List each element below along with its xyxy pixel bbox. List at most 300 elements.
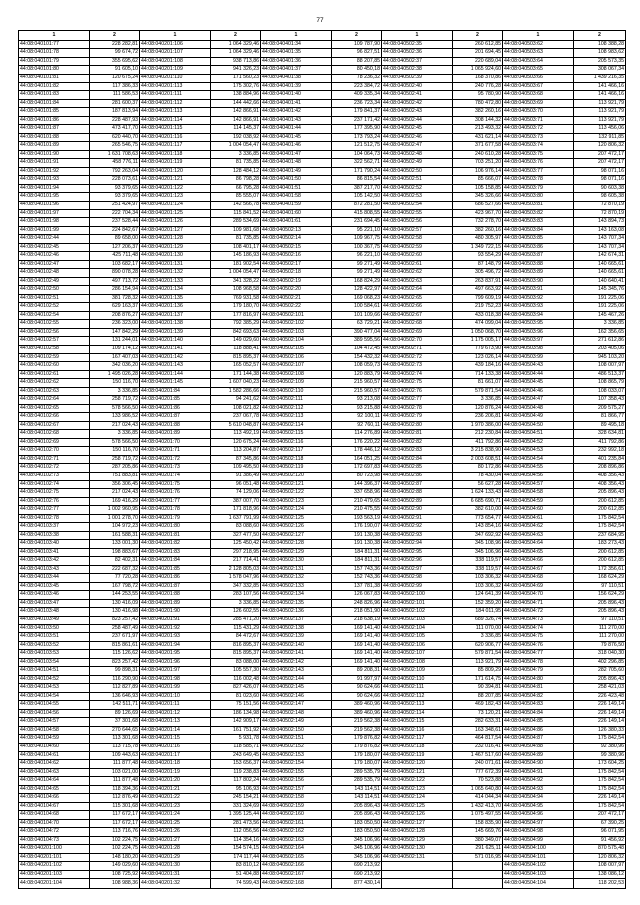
cadastral-value-cell: 191 225,06 xyxy=(574,294,626,302)
cadastral-value-cell: 87 148,79 xyxy=(453,260,503,268)
cadastral-value-cell: 231 694,45 xyxy=(332,218,382,226)
table-row xyxy=(19,49,626,57)
cadastral-number-cell: 44:08:040103:48 xyxy=(19,608,90,616)
cadastral-value-cell: 226 149,14 xyxy=(574,794,626,802)
cadastral-value-cell: 111 270,00 xyxy=(574,624,626,632)
cadastral-value-cell: 105 158,85 xyxy=(453,184,503,192)
cadastral-value-cell: 815 895,37 xyxy=(211,353,261,361)
cadastral-number-cell: 44:08:040401:35 xyxy=(261,49,332,57)
cadastral-value-cell: 172 697,83 xyxy=(332,464,382,472)
cadastral-number-cell: 44:08:040502:131 xyxy=(261,565,332,573)
cadastral-number-cell: 44:08:040101:85 xyxy=(19,108,90,116)
cadastral-number-cell: 44:08:040502:146 xyxy=(261,692,332,700)
table-row xyxy=(19,650,626,658)
table-row xyxy=(19,311,626,319)
table-row xyxy=(19,836,626,844)
cadastral-value-cell: 265 546,75 xyxy=(90,142,140,150)
cadastral-number-cell: 44:08:040504:93 xyxy=(503,785,574,793)
cadastral-value-cell: 228 073,61 xyxy=(90,176,140,184)
cadastral-number-cell: 44:08:040201:136 xyxy=(140,303,211,311)
cadastral-number-cell: 44:08:040201:12 xyxy=(140,709,211,717)
cadastral-value-cell: 215 960,57 xyxy=(332,387,382,395)
cadastral-number-cell: 44:08:040502:138 xyxy=(261,624,332,632)
cadastral-number-cell: 44:08:040504:64 xyxy=(503,540,574,548)
cadastral-number-cell: 44:08:040103:50 xyxy=(19,624,90,632)
cadastral-value-cell: 780 472,80 xyxy=(453,99,503,107)
cadastral-value-cell: 88 207,85 xyxy=(453,692,503,700)
cadastral-value-cell: 179 876,82 xyxy=(332,735,382,743)
cadastral-number-cell: 44:08:040201:89 xyxy=(140,430,211,438)
cadastral-number-cell: 44:08:040201:131 xyxy=(140,260,211,268)
cadastral-value-cell: 285 471,20 xyxy=(211,616,261,624)
cadastral-number-cell: 44:08:040201:31 xyxy=(140,870,211,878)
cadastral-number-cell: 44:08:040502:62 xyxy=(382,269,453,277)
cadastral-number-cell: 44:08:040201:88 xyxy=(140,421,211,429)
cadastral-value-cell: 143 707,34 xyxy=(574,243,626,251)
cadastral-number-cell: 44:08:040201:134 xyxy=(140,286,211,294)
cadastral-number-cell: 44:08:040201:93 xyxy=(140,633,211,641)
cadastral-value-cell: 175 302,76 xyxy=(211,82,261,90)
cadastral-number-cell: 44:08:040201:129 xyxy=(140,243,211,251)
cadastral-number-cell: 44:08:040201:139 xyxy=(140,328,211,336)
cadastral-number-cell: 44:08:040502:53 xyxy=(382,193,453,201)
cadastral-number-cell: 44:08:040502:109 xyxy=(382,667,453,675)
cadastral-value-cell: 389 595,56 xyxy=(332,337,382,345)
cadastral-value-cell: 6 685 690,71 xyxy=(453,497,503,505)
cadastral-number-cell: 44:08:040201:130 xyxy=(140,252,211,260)
cadastral-number-cell: 44:08:040101:95 xyxy=(19,193,90,201)
column-header: 1 xyxy=(382,31,453,41)
cadastral-number-cell: 44:08:040504:75 xyxy=(503,633,574,641)
cadastral-number-cell: 44:08:040502:116 xyxy=(382,726,453,734)
cadastral-number-cell: 44:08:040201:86 xyxy=(140,574,211,582)
cadastral-value-cell: 80 450,18 xyxy=(332,66,382,74)
cadastral-value-cell: 251 424,97 xyxy=(90,201,140,209)
table-row xyxy=(19,184,626,192)
cadastral-number-cell: 44:08:040502:63 xyxy=(382,277,453,285)
cadastral-number-cell: 44:08:040502:153 xyxy=(261,752,332,760)
cadastral-number-cell: 44:08:040502:101 xyxy=(261,311,332,319)
cadastral-value-cell: 164 051,25 xyxy=(332,455,382,463)
cadastral-number-cell: 44:08:040502:165 xyxy=(261,853,332,861)
cadastral-number-cell: 44:08:040503:93 xyxy=(503,303,574,311)
cadastral-value-cell: 823 257,42 xyxy=(90,658,140,666)
cadastral-value-cell: 200 612,85 xyxy=(574,557,626,565)
cadastral-value-cell: 382 260,16 xyxy=(453,226,503,234)
cadastral-number-cell: 44:08:040504:60 xyxy=(503,506,574,514)
cadastral-number-cell: 44:08:040504:103 xyxy=(503,870,574,878)
cadastral-number-cell: 44:08:040502:88 xyxy=(382,489,453,497)
cadastral-value-cell: 113 492,19 xyxy=(211,430,261,438)
cadastral-number-cell: 44:08:040502:140 xyxy=(261,641,332,649)
cadastral-number-cell: 44:08:040401:46 xyxy=(261,142,332,150)
cadastral-value-cell: 81 735,85 xyxy=(211,159,261,167)
cadastral-value-cell: 179 180,07 xyxy=(332,752,382,760)
cadastral-value-cell: 105 142,50 xyxy=(332,193,382,201)
table-row xyxy=(19,743,626,751)
cadastral-number-cell: 44:08:040201:86 xyxy=(140,404,211,412)
cadastral-number-cell: 44:08:040201:27 xyxy=(140,836,211,844)
cadastral-number-cell: 44:08:040201:14 xyxy=(140,726,211,734)
cadastral-number-cell: 44:08:040201:112 xyxy=(140,99,211,107)
cadastral-number-cell: 44:08:040504:76 xyxy=(503,641,574,649)
cadastral-value-cell: 150 116,70 xyxy=(90,379,140,387)
cadastral-value-cell xyxy=(453,879,503,889)
cadastral-value-cell: 3 336,85 xyxy=(90,430,140,438)
cadastral-number-cell: 44:08:040504:67 xyxy=(503,565,574,573)
cadastral-number-cell: 44:08:040502:105 xyxy=(382,633,453,641)
cadastral-value-cell: 118 394,36 xyxy=(90,785,140,793)
cadastral-number-cell: 44:08:040502:136 xyxy=(261,608,332,616)
cadastral-value-cell: 228 487,93 xyxy=(90,116,140,124)
cadastral-value-cell: 260 612,85 xyxy=(453,40,503,48)
cadastral-number-cell: 44:08:040502:131 xyxy=(382,853,453,861)
table-row xyxy=(19,548,626,556)
cadastral-number-cell: 44:08:040503:80 xyxy=(503,193,574,201)
table-row xyxy=(19,752,626,760)
cadastral-value-cell: 113 921,79 xyxy=(574,99,626,107)
cadastral-value-cell: 169 141,40 xyxy=(332,641,382,649)
cadastral-number-cell: 44:08:040502:123 xyxy=(261,497,332,505)
cadastral-number-cell: 44:08:040502:21 xyxy=(261,294,332,302)
cadastral-number-cell: 44:08:040502:152 xyxy=(261,743,332,751)
cadastral-value-cell: 1 624 133,43 xyxy=(453,489,503,497)
cadastral-number-cell: 44:08:040401:43 xyxy=(261,116,332,124)
cadastral-value-cell: 236 723,34 xyxy=(332,99,382,107)
cadastral-number-cell: 44:08:040104:53 xyxy=(19,684,90,692)
cadastral-number-cell: 44:08:040504:86 xyxy=(503,726,574,734)
cadastral-value-cell: 217 714,41 xyxy=(211,557,261,565)
cadastral-number-cell: 44:08:040102:76 xyxy=(19,497,90,505)
cadastral-number-cell: 44:08:040102:71 xyxy=(19,455,90,463)
cadastral-number-cell: 44:08:040201:10 xyxy=(140,692,211,700)
cadastral-value-cell: 154 574,15 xyxy=(211,845,261,853)
table-row xyxy=(19,133,626,141)
cadastral-number-cell: 44:08:040504:96 xyxy=(503,811,574,819)
cadastral-number-cell: 44:08:040504:59 xyxy=(503,497,574,505)
cadastral-value-cell: 281 473,56 xyxy=(211,819,261,827)
cadastral-value-cell: 171 144,38 xyxy=(211,370,261,378)
cadastral-number-cell: 44:08:040502:124 xyxy=(261,506,332,514)
cadastral-number-cell: 44:08:040502:19 xyxy=(261,277,332,285)
table-row xyxy=(19,438,626,446)
column-header: 2 xyxy=(453,31,503,41)
cadastral-number-cell: 44:08:040101:83 xyxy=(19,91,90,99)
cadastral-value-cell: 96 221,10 xyxy=(332,252,382,260)
cadastral-value-cell: 258 719,72 xyxy=(90,455,140,463)
cadastral-value-cell: 271 612,86 xyxy=(574,337,626,345)
cadastral-value-cell: 620 440,70 xyxy=(90,133,140,141)
cadastral-value-cell: 1 439 216,35 xyxy=(574,74,626,82)
table-row xyxy=(19,353,626,361)
table-row xyxy=(19,99,626,107)
table-row xyxy=(19,760,626,768)
cadastral-value-cell: 387 217,70 xyxy=(332,184,382,192)
cadastral-number-cell: 44:08:040102:56 xyxy=(19,328,90,336)
cadastral-value-cell: 125 450,42 xyxy=(211,540,261,548)
cadastral-value-cell: 237 528,44 xyxy=(90,218,140,226)
cadastral-number-cell: 44:08:040502:114 xyxy=(382,709,453,717)
cadastral-number-cell: 44:08:040502:66 xyxy=(382,303,453,311)
cadastral-number-cell: 44:08:040104:65 xyxy=(19,785,90,793)
cadastral-value-cell: 205 896,43 xyxy=(574,489,626,497)
cadastral-number-cell: 44:08:040104:64 xyxy=(19,777,90,785)
cadastral-value-cell: 208 896,86 xyxy=(574,464,626,472)
cadastral-value-cell: 387 007,70 xyxy=(211,497,261,505)
cadastral-number-cell: 44:08:040503:74 xyxy=(503,142,574,150)
cadastral-number-cell: 44:08:040502:139 xyxy=(261,633,332,641)
cadastral-value-cell: 130 416,09 xyxy=(90,599,140,607)
cadastral-value-cell: 108 725,92 xyxy=(90,870,140,878)
cadastral-number-cell: 44:08:040504:98 xyxy=(503,828,574,836)
cadastral-number-cell: 44:08:040503:65 xyxy=(503,66,574,74)
table-row xyxy=(19,337,626,345)
cadastral-value-cell: 142 866,91 xyxy=(211,116,261,124)
cadastral-value-cell: 579 871,54 xyxy=(453,387,503,395)
cadastral-value-cell: 113 204,87 xyxy=(211,447,261,455)
cadastral-value-cell: 1 075 497,55 xyxy=(453,811,503,819)
cadastral-number-cell: 44:08:040101:84 xyxy=(19,99,90,107)
cadastral-number-cell: 44:08:040104:54 xyxy=(19,692,90,700)
table-row xyxy=(19,582,626,590)
cadastral-value-cell: 104 064,73 xyxy=(332,150,382,158)
cadastral-value-cell: 171 818,96 xyxy=(211,506,261,514)
cadastral-value-cell: 119 238,83 xyxy=(211,768,261,776)
cadastral-number-cell: 44:08:040502:67 xyxy=(382,311,453,319)
cadastral-value-cell: 142 674,31 xyxy=(574,252,626,260)
cadastral-value-cell: 308 144,32 xyxy=(453,116,503,124)
cadastral-number-cell: 44:08:040502:79 xyxy=(382,413,453,421)
cadastral-value-cell: 169 141,40 xyxy=(332,624,382,632)
cadastral-number-cell: 44:08:040504:74 xyxy=(503,624,574,632)
cadastral-number-cell: 44:08:040102:48 xyxy=(19,269,90,277)
table-row xyxy=(19,40,626,48)
cadastral-number-cell: 44:08:040504:49 xyxy=(503,413,574,421)
cadastral-value-cell: 90 624,66 xyxy=(332,684,382,692)
cadastral-value-cell: 258 487,49 xyxy=(90,624,140,632)
cadastral-number-cell: 44:08:040504:72 xyxy=(503,608,574,616)
cadastral-number-cell: 44:08:040102:78 xyxy=(19,514,90,522)
cadastral-value-cell: 245 154,21 xyxy=(211,794,261,802)
cadastral-value-cell: 95 221,10 xyxy=(332,226,382,234)
cadastral-value-cell xyxy=(453,862,503,870)
cadastral-value-cell: 207 472,17 xyxy=(574,159,626,167)
cadastral-number-cell: 44:08:040201:84 xyxy=(140,387,211,395)
cadastral-number-cell: 44:08:040201:94 xyxy=(140,641,211,649)
cadastral-number-cell: 44:08:040102:72 xyxy=(19,464,90,472)
cadastral-value-cell: 223 384,72 xyxy=(332,82,382,90)
cadastral-value-cell: 92 380,96 xyxy=(574,743,626,751)
cadastral-number-cell: 44:08:040504:51 xyxy=(503,430,574,438)
cadastral-number-cell: 44:08:040201:144 xyxy=(140,370,211,378)
cadastral-value-cell: 104 472,45 xyxy=(332,345,382,353)
cadastral-number-cell: 44:08:040102:69 xyxy=(19,438,90,446)
cadastral-value-cell: 75 151,56 xyxy=(211,701,261,709)
cadastral-number-cell: 44:08:040102:77 xyxy=(19,506,90,514)
cadastral-value-cell: 114 354,16 xyxy=(211,836,261,844)
cadastral-number-cell: 44:08:040103:41 xyxy=(19,548,90,556)
cadastral-value-cell: 827 426,07 xyxy=(211,684,261,692)
cadastral-value-cell: 96 071,95 xyxy=(574,828,626,836)
cadastral-value-cell: 176 190,07 xyxy=(332,523,382,531)
cadastral-number-cell: 44:08:040504:47 xyxy=(503,396,574,404)
cadastral-value-cell: 425 711,48 xyxy=(90,252,140,260)
cadastral-number-cell: 44:08:040201:79 xyxy=(140,514,211,522)
cadastral-number-cell: 44:08:040102:67 xyxy=(19,421,90,429)
cadastral-number-cell: 44:08:040201:15 xyxy=(140,735,211,743)
cadastral-value-cell: 179 180,07 xyxy=(332,760,382,768)
cadastral-value-cell: 89 208,31 xyxy=(332,667,382,675)
cadastral-value-cell: 291 625,11 xyxy=(453,845,503,853)
cadastral-number-cell: 44:08:040502:14 xyxy=(261,235,332,243)
cadastral-number-cell: 44:08:040103:53 xyxy=(19,650,90,658)
cadastral-value-cell: 345 106,96 xyxy=(332,836,382,844)
table-row xyxy=(19,481,626,489)
table-row xyxy=(19,320,626,328)
cadastral-value-cell: 138 884,96 xyxy=(211,91,261,99)
cadastral-value-cell: 118 202,53 xyxy=(574,879,626,889)
column-header: 1 xyxy=(19,31,90,41)
cadastral-value-cell: 792 385,29 xyxy=(211,320,261,328)
table-row xyxy=(19,82,626,90)
cadastral-value-cell: 99 271,49 xyxy=(332,260,382,268)
cadastral-number-cell: 44:08:040201:90 xyxy=(140,608,211,616)
cadastral-number-cell: 44:08:040201:102 xyxy=(19,862,90,870)
cadastral-number-cell: 44:08:040502:110 xyxy=(382,675,453,683)
cadastral-number-cell: 44:08:040502:90 xyxy=(382,506,453,514)
cadastral-value-cell: 219 562,38 xyxy=(332,718,382,726)
cadastral-value-cell: 209 575,27 xyxy=(574,404,626,412)
cadastral-number-cell: 44:08:040502:36 xyxy=(382,49,453,57)
table-row xyxy=(19,108,626,116)
cadastral-number-cell: 44:08:040502:129 xyxy=(261,548,332,556)
cadastral-number-cell: 44:08:040502:158 xyxy=(261,794,332,802)
cadastral-value-cell: 108 968,58 xyxy=(211,286,261,294)
table-row xyxy=(19,116,626,124)
cadastral-number-cell: 44:08:040502:51 xyxy=(382,176,453,184)
table-row xyxy=(19,701,626,709)
cadastral-number-cell: 44:08:040201:138 xyxy=(140,320,211,328)
cadastral-number-cell: 44:08:040502:119 xyxy=(261,464,332,472)
cadastral-number-cell: 44:08:040502:76 xyxy=(382,387,453,395)
table-row xyxy=(19,447,626,455)
cadastral-number-cell: 44:08:040502:45 xyxy=(382,125,453,133)
cadastral-number-cell: 44:08:040201:16 xyxy=(140,743,211,751)
cadastral-number-cell: 44:08:040201:21 xyxy=(140,785,211,793)
cadastral-number-cell: 44:08:040201:101 xyxy=(19,853,90,861)
table-row xyxy=(19,379,626,387)
cadastral-number-cell: 44:08:040201:28 xyxy=(140,845,211,853)
cadastral-value-cell: 198 883,67 xyxy=(90,548,140,556)
cadastral-value-cell: 380 349,07 xyxy=(453,836,503,844)
cadastral-number-cell: 44:08:040502:99 xyxy=(382,582,453,590)
table-row xyxy=(19,557,626,565)
cadastral-value-cell: 179 841,37 xyxy=(332,108,382,116)
cadastral-number-cell: 44:08:040401:41 xyxy=(261,99,332,107)
cadastral-number-cell: 44:08:040502:123 xyxy=(382,785,453,793)
cadastral-number-cell: 44:08:040102:66 xyxy=(19,413,90,421)
cadastral-value-cell: 91 386,49 xyxy=(211,472,261,480)
cadastral-value-cell: 870 575,48 xyxy=(574,845,626,853)
cadastral-number-cell: 44:08:040502:121 xyxy=(382,768,453,776)
cadastral-number-cell: 44:08:040201:109 xyxy=(140,66,211,74)
cadastral-value-cell: 111 586,53 xyxy=(90,91,140,99)
cadastral-number-cell: 44:08:040502:161 xyxy=(261,819,332,827)
cadastral-value-cell: 142 511,71 xyxy=(90,701,140,709)
cadastral-value-cell: 142 909,17 xyxy=(211,718,261,726)
cadastral-value-cell: 90 624,66 xyxy=(332,692,382,700)
cadastral-number-cell: 44:08:040502:35 xyxy=(382,40,453,48)
cadastral-number-cell: 44:08:040101:80 xyxy=(19,66,90,74)
cadastral-number-cell: 44:08:040503:76 xyxy=(503,159,574,167)
cadastral-number-cell: 44:08:040502:148 xyxy=(261,709,332,717)
cadastral-number-cell: 44:08:040201:96 xyxy=(140,658,211,666)
cadastral-number-cell: 44:08:040503:92 xyxy=(503,294,574,302)
cadastral-value-cell: 1 064 329,46 xyxy=(211,49,261,57)
cadastral-value-cell: 174 117,44 xyxy=(211,853,261,861)
cadastral-value-cell: 99 674,72 xyxy=(90,49,140,57)
cadastral-number-cell: 44:08:040104:61 xyxy=(19,752,90,760)
cadastral-value-cell: 282 633,31 xyxy=(453,718,503,726)
cadastral-value-cell: 100 584,61 xyxy=(332,303,382,311)
cadastral-value-cell: 115 431,29 xyxy=(211,624,261,632)
cadastral-value-cell: 89 658,00 xyxy=(90,235,140,243)
cadastral-value-cell: 81 866,77 xyxy=(574,413,626,421)
cadastral-value-cell: 113 921,79 xyxy=(453,658,503,666)
cadastral-number-cell: 44:08:040502:120 xyxy=(261,472,332,480)
cadastral-value-cell: 345 106,96 xyxy=(453,548,503,556)
cadastral-value-cell: 689 326,74 xyxy=(453,616,503,624)
cadastral-value-cell: 423 967,70 xyxy=(453,210,503,218)
cadastral-number-cell: 44:08:040504:90 xyxy=(503,760,574,768)
cadastral-number-cell: 44:08:040102:49 xyxy=(19,277,90,285)
cadastral-value-cell: 126 380,33 xyxy=(574,726,626,734)
cadastral-number-cell: 44:08:040502:127 xyxy=(261,531,332,539)
cadastral-value-cell: 219 562,38 xyxy=(332,726,382,734)
cadastral-number-cell: 44:08:040502:50 xyxy=(382,167,453,175)
cadastral-number-cell: 44:08:040201:78 xyxy=(140,506,211,514)
cadastral-value-cell: 240 776,28 xyxy=(453,82,503,90)
cadastral-value-cell: 79 876,50 xyxy=(574,641,626,649)
cadastral-number-cell: 44:08:040201:76 xyxy=(140,489,211,497)
cadastral-number-cell: 44:08:040201:75 xyxy=(140,481,211,489)
cadastral-number-cell: 44:08:040104:66 xyxy=(19,794,90,802)
cadastral-value-cell: 205 896,43 xyxy=(332,811,382,819)
cadastral-value-cell: 109 443,63 xyxy=(90,752,140,760)
cadastral-value-cell: 93 213,08 xyxy=(332,396,382,404)
table-row xyxy=(19,413,626,421)
cadastral-value-cell: 792 263,04 xyxy=(90,167,140,175)
cadastral-number-cell: 44:08:040502:120 xyxy=(382,760,453,768)
cadastral-value-cell: 77 720,28 xyxy=(90,574,140,582)
cadastral-value-cell: 90 603,38 xyxy=(574,184,626,192)
cadastral-value-cell: 338 119,57 xyxy=(453,557,503,565)
cadastral-number-cell: 44:08:040502:166 xyxy=(261,862,332,870)
cadastral-value-cell: 282 705,60 xyxy=(574,667,626,675)
cadastral-value-cell: 113 921,79 xyxy=(574,108,626,116)
cadastral-value-cell: 74 599,43 xyxy=(211,879,261,889)
cadastral-number-cell: 44:08:040504:78 xyxy=(503,658,574,666)
cadastral-value-cell: 108 865,79 xyxy=(574,379,626,387)
cadastral-number-cell: 44:08:040502:104 xyxy=(261,337,332,345)
cadastral-value-cell: 112 876,49 xyxy=(90,794,140,802)
cadastral-number-cell: 44:08:040502:54 xyxy=(382,201,453,209)
cadastral-number-cell: 44:08:040502:141 xyxy=(261,650,332,658)
cadastral-number-cell: 44:08:040502:145 xyxy=(261,684,332,692)
cadastral-value-cell: 3 336,85 xyxy=(211,599,261,607)
cadastral-value-cell: 156 624,29 xyxy=(574,591,626,599)
column-header: 2 xyxy=(211,31,261,41)
